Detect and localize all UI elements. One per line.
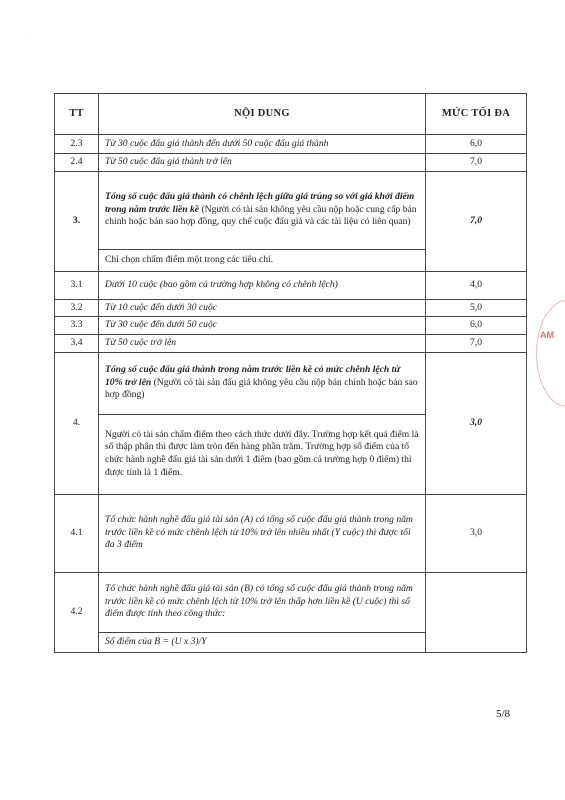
- row-tt: 2.3: [55, 135, 99, 154]
- row-content: Tổ chức hành nghề đấu giá tài sản (B) có tổng số cuộc đấu giá thành trong năm trước liền kề có mức chênh lệch từ 10% trở lên thấp hơn liền kề (U cuộc) thì số điểm được tính theo công thức:: [99, 572, 426, 632]
- row-max: 6,0: [426, 317, 527, 335]
- criterion-note: (Người có tài sản đấu giá không yêu cầu nộp bản chính hoặc bản sao hợp đồng): [105, 376, 418, 401]
- table-row: [55, 494, 527, 572]
- header-max: MỨC TỐI ĐA: [426, 94, 527, 135]
- row-content: Người có tài sản chấm điểm theo cách thức dưới đây. Trường hợp kết quả điểm là số thập phân thì được làm tròn đến hàng phần trăm. Trường hợp số điểm của tổ chức hành nghề đấu giá tài sản dưới 1 điểm (bao gồm cả trường hợp 0 điểm) thì được tính là 1 điểm.: [99, 414, 426, 494]
- row-content: [99, 352, 426, 414]
- row-max: 4,0: [426, 271, 527, 299]
- criterion-heading: Tổng số cuộc đấu giá thành trong năm trước liền kề có mức chênh lệch từ 10% trở lên: [105, 364, 401, 388]
- row-content: Từ 50 cuộc đấu giá thành trở lên: [99, 154, 426, 172]
- row-max: [426, 572, 527, 652]
- table-row: [55, 154, 527, 172]
- row-content: Từ 10 cuộc đến dưới 30 cuộc: [99, 299, 426, 317]
- criterion-heading: Tổng số cuộc đấu giá thành có chênh lệch giữa giá trúng so với giá khởi điểm trong năm trước liền kề: [105, 191, 415, 215]
- row-tt: 3.1: [55, 271, 99, 299]
- header-content: NỘI DUNG: [99, 94, 426, 135]
- table-row: [55, 334, 527, 352]
- row-content: Từ 30 cuộc đấu giá thành đến dưới 50 cuộc đấu giá thành: [99, 135, 426, 154]
- row-content: Dưới 10 cuộc (bao gồm cả trường hợp không có chênh lệch): [99, 271, 426, 299]
- row-content: Chỉ chọn chấm điểm một trong các tiêu chí.: [99, 249, 426, 271]
- row-tt: 3.4: [55, 334, 99, 352]
- table-header-row: [55, 94, 527, 135]
- row-tt: 2.4: [55, 154, 99, 172]
- criteria-table: [54, 93, 527, 653]
- table-row: [55, 572, 527, 632]
- row-content: Tổ chức hành nghề đấu giá tài sản (A) có tổng số cuộc đấu giá thành trong năm trước liền kề có mức chênh lệch từ 10% trở lên nhiều nhất (Y cuộc) thì được tối đa 3 điểm: [99, 494, 426, 572]
- criterion-note: (Người có tài sản không yêu cầu nộp hoặc cung cấp bản chính hoặc bản sao hợp đồng, quy chế cuộc đấu giá và các tài liệu có liên quan): [105, 203, 417, 228]
- red-seal: [536, 300, 565, 407]
- row-max: 3,0: [426, 494, 527, 572]
- table-row: [55, 135, 527, 154]
- row-tt: 3.2: [55, 299, 99, 317]
- scan-specks: · ·: [20, 30, 26, 36]
- row-content: Từ 30 cuộc đến dưới 50 cuộc: [99, 317, 426, 335]
- row-content: [99, 171, 426, 249]
- seal-text: AM: [540, 330, 554, 340]
- table-row: [55, 271, 527, 299]
- table-row: [55, 299, 527, 317]
- row-tt: 4.: [55, 352, 99, 494]
- row-max: 6,0: [426, 135, 527, 154]
- row-max: 5,0: [426, 299, 527, 317]
- row-max: 7,0: [426, 334, 527, 352]
- page-number: 5/8: [496, 708, 511, 720]
- table-row: [55, 171, 527, 249]
- header-tt: TT: [55, 94, 99, 135]
- table-row: [55, 317, 527, 335]
- row-max: 7,0: [426, 154, 527, 172]
- row-content: Từ 50 cuộc trở lên: [99, 334, 426, 352]
- row-max: 7,0: [426, 171, 527, 271]
- table-row: [55, 352, 527, 414]
- row-content: Số điểm của B = (U x 3)/Y: [99, 632, 426, 652]
- row-tt: 3.: [55, 171, 99, 271]
- row-max: 3,0: [426, 352, 527, 494]
- row-tt: 3.3: [55, 317, 99, 335]
- row-tt: 4.1: [55, 494, 99, 572]
- row-tt: 4.2: [55, 572, 99, 652]
